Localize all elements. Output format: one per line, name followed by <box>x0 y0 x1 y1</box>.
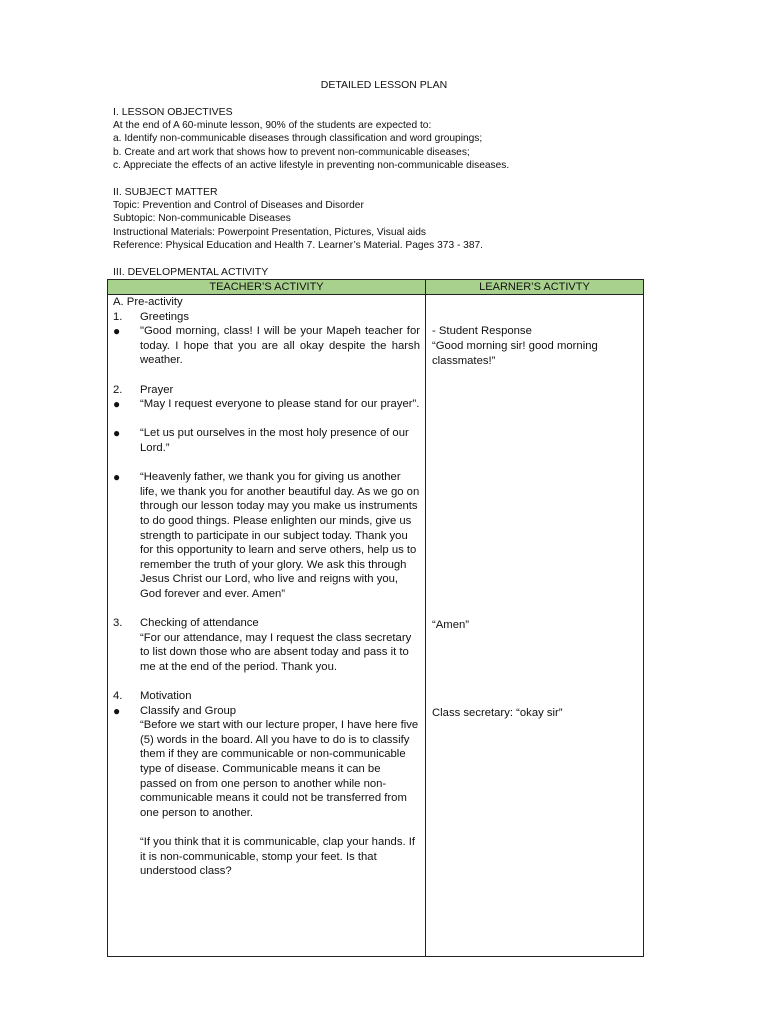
subject-matter-line: Subtopic: Non-communicable Diseases <box>113 213 291 225</box>
prayer-heading: Prayer <box>140 383 174 396</box>
subject-matter-section <box>113 186 673 252</box>
list-number: 2. <box>113 383 123 396</box>
attendance-heading: Checking of attendance <box>140 617 259 630</box>
learner-activity-header: LEARNER’S ACTIVTY <box>426 280 644 295</box>
attendance-text: “For our attendance, may I request the class secretary to list down those who are absent today and pass it to me at the end of the period. Thank you. <box>140 631 412 673</box>
classify-text: “Before we start with our lecture proper, I have here five (5) words in the board. All you have to do is to classify them if they are communicable or non-communicable type of disease. Communicable means it can be passed on from one person to another while non-communicable means it could not be transferred from one person to another. <box>140 719 419 819</box>
subject-matter-heading: II. SUBJECT MATTER <box>113 186 218 198</box>
learner-activity-cell <box>426 295 644 957</box>
prayer-request-text: “May I request everyone to please stand for our prayer”. <box>140 398 420 411</box>
list-number: 3. <box>113 617 123 630</box>
greetings-heading: Greetings <box>140 310 189 323</box>
preactivity-label: A. Pre-activity <box>113 296 183 308</box>
clap-instructions-text: “If you think that it is communicable, clap your hands. If it is non-communicable, stomp your feet. Is that understood class? <box>140 835 416 878</box>
motivation-heading: Motivation <box>140 690 192 703</box>
teacher-activity-header: TEACHER’S ACTIVITY <box>108 280 426 295</box>
bullet-icon: ● <box>113 324 121 339</box>
objectives-heading: I. LESSON OBJECTIVES <box>113 106 233 118</box>
objective-item: c. Appreciate the effects of an active lifestyle in preventing non-communicable diseases. <box>113 159 510 171</box>
dev-activity-heading <box>113 266 673 279</box>
greetings-text: "Good morning, class! I will be your Mapeh teacher for today. I hope that you are all okay despite the harsh weather. <box>140 325 420 367</box>
bullet-icon: ● <box>113 703 121 718</box>
prayer-presence-text: “Let us put ourselves in the most holy presence of our Lord.” <box>140 427 409 454</box>
learner-greeting-response: “Good morning sir! good morning classmates!” <box>432 340 598 367</box>
list-number: 4. <box>113 690 123 703</box>
objective-item: b. Create and art work that shows how to prevent non-communicable diseases; <box>113 146 470 158</box>
bullet-icon: ● <box>113 397 121 412</box>
activity-table <box>107 279 644 957</box>
subject-matter-line: Reference: Physical Education and Health 7. Learner’s Material. Pages 373 - 387. <box>113 239 483 251</box>
dev-activity-heading-text: III. DEVELOPMENTAL ACTIVITY <box>113 266 269 278</box>
subject-matter-line: Topic: Prevention and Control of Diseases and Disorder <box>113 200 364 212</box>
objective-item: a. Identify non-communicable diseases through classification and word groupings; <box>113 133 483 145</box>
prayer-text: “Heavenly father, we thank you for giving us another life, we thank you for another beautiful day. As we go on through our lesson today may you make us instruments to do good things. Please enlighten our minds, give us strength to participate in our subject today. Thank you for this opportunity to learn and serve others, help us to remember the truth of your glory. We ask this through Jesus Christ our Lord, who live and reigns with you, God forever and ever. Amen” <box>140 471 420 600</box>
teacher-activity-cell <box>108 295 426 957</box>
objectives-intro: At the end of A 60-minute lesson, 90% of the students are expected to: <box>113 120 432 132</box>
classify-heading: Classify and Group <box>140 704 237 717</box>
document-title: DETAILED LESSON PLAN <box>320 79 448 91</box>
bullet-icon: ● <box>113 470 121 485</box>
objectives-section <box>113 106 673 172</box>
learner-secretary-response: Class secretary: “okay sir” <box>432 707 563 719</box>
bullet-icon: ● <box>113 426 121 441</box>
learner-response-label: - Student Response <box>432 325 532 337</box>
subject-matter-line: Instructional Materials: Powerpoint Presentation, Pictures, Visual aids <box>113 226 426 238</box>
list-number: 1. <box>113 310 123 323</box>
learner-amen-response: “Amen” <box>432 619 470 631</box>
